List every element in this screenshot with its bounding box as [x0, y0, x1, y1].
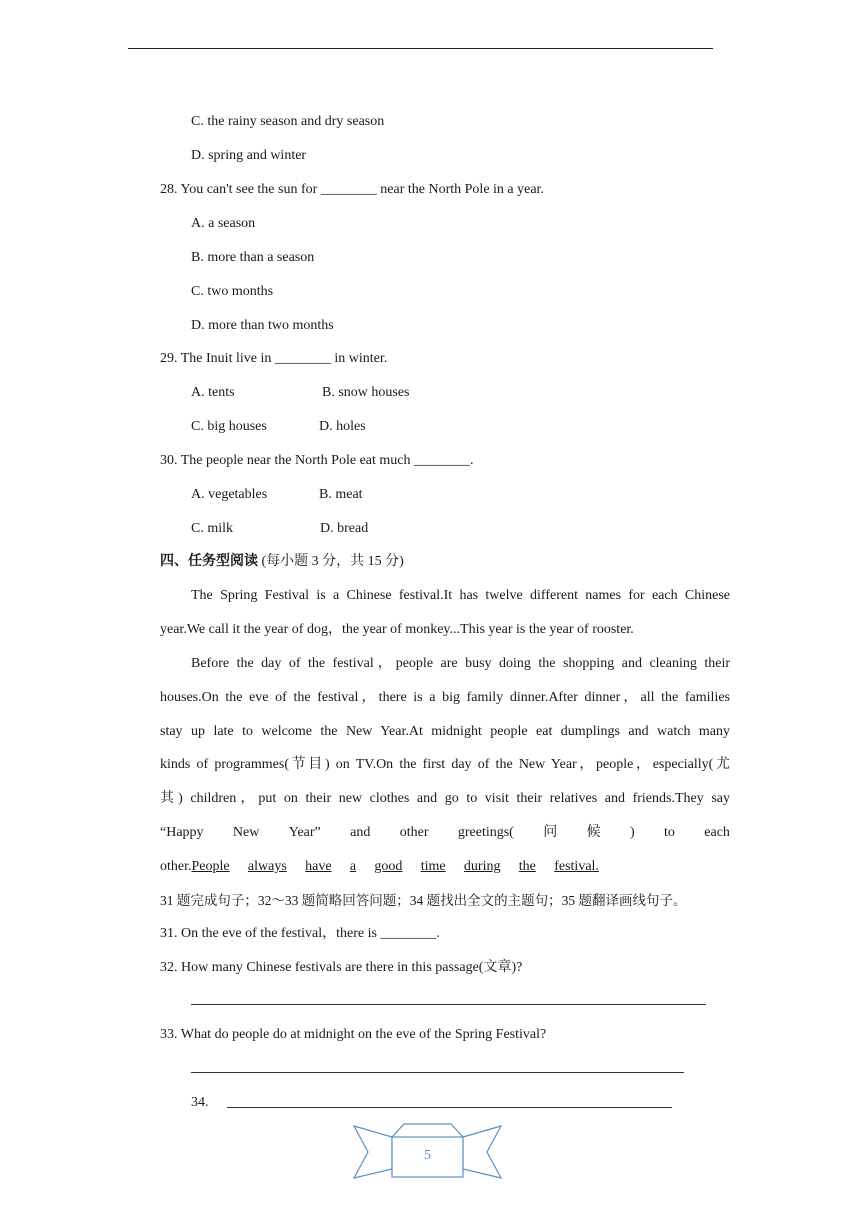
page-number-ribbon	[350, 1122, 505, 1180]
underlined-sentence	[192, 858, 600, 876]
passage-p1-line1: The Spring Festival is a Chinese festival.It has twelve different names for each Chinese	[191, 588, 730, 603]
line7-prefix: other.	[160, 859, 192, 874]
q32-stem: 32. How many Chinese festivals are there in this passage(文章)?	[160, 960, 523, 975]
u-word: the	[518, 859, 536, 874]
p6-word: “Happy	[160, 825, 204, 840]
q33-stem: 33. What do people do at midnight on the eve of the Spring Festival?	[160, 1027, 547, 1042]
q28-option-c: C. two months	[191, 284, 274, 299]
section4-heading	[160, 553, 404, 571]
q28-stem: 28. You can't see the sun for ________ near the North Pole in a year.	[160, 182, 544, 197]
q30-option-c: C. milk	[191, 521, 234, 536]
p6-word: to	[664, 825, 675, 840]
q27-option-c: C. the rainy season and dry season	[191, 114, 385, 129]
p6-word: other	[399, 825, 429, 840]
q30-stem: 30. The people near the North Pole eat much ________.	[160, 453, 474, 468]
u-word: have	[305, 859, 332, 874]
p6-word: 问	[543, 825, 558, 840]
p6-word: 候	[586, 825, 601, 840]
header-rule	[128, 48, 713, 49]
p6-word: greetings(	[457, 825, 514, 840]
p6-word: each	[704, 825, 730, 840]
section4-title: 四、任务型阅读	[160, 554, 258, 569]
p6-word: )	[629, 825, 635, 840]
q30-option-b: B. meat	[319, 487, 363, 502]
q30-option-d: D. bread	[320, 521, 369, 536]
u-word: time	[420, 859, 446, 874]
q30-option-a: A. vegetables	[191, 487, 268, 502]
p6-word: Year”	[288, 825, 321, 840]
q28-option-a: A. a season	[191, 216, 256, 231]
q27-option-d: D. spring and winter	[191, 148, 307, 163]
u-word: People	[191, 859, 230, 874]
task-instructions: 31 题完成句子；32～33 题简略回答问题；34 题找出全文的主题句；35 题翻译画线句子。	[160, 893, 687, 908]
q28-option-d: D. more than two months	[191, 318, 334, 333]
u-word: during	[463, 859, 501, 874]
p6-word: New	[232, 825, 260, 840]
q31-stem: 31. On the eve of the festival，there is ________.	[160, 926, 440, 941]
q29-option-b: B. snow houses	[322, 385, 410, 400]
q29-option-a: A. tents	[191, 385, 235, 400]
q34-label: 34.	[191, 1095, 209, 1110]
q29-option-c: C. big houses	[191, 419, 267, 434]
q28-option-b: B. more than a season	[191, 250, 315, 265]
p6-word: and	[350, 825, 371, 840]
q29-stem: 29. The Inuit live in ________ in winter.	[160, 351, 388, 366]
q33-answer-line[interactable]	[191, 1072, 684, 1073]
u-word: always	[247, 859, 287, 874]
q29-option-d: D. holes	[319, 419, 366, 434]
passage-p2-line1: Before the day of the festival，people are busy doing the shopping and cleaning their	[191, 656, 730, 671]
passage-p2-line3: stay up late to welcome the New Year.At midnight people eat dumplings and watch many	[160, 724, 730, 739]
passage-p1-line2: year.We call it the year of dog，the year of monkey...This year is the year of rooster.	[160, 622, 634, 637]
passage-p2-line7	[160, 858, 599, 876]
passage-p2-line5: 其) children，put on their new clothes and go to visit their relatives and friends.They say	[160, 791, 730, 806]
u-word: a	[349, 859, 357, 874]
q34-answer-line[interactable]	[227, 1107, 672, 1108]
q32-answer-line[interactable]	[191, 1004, 706, 1005]
u-word: good	[374, 859, 403, 874]
passage-p2-line6	[160, 824, 730, 842]
u-word: festival.	[554, 859, 599, 874]
section4-note: (每小题 3 分，共 15 分)	[261, 554, 404, 569]
passage-p2-line2: houses.On the eve of the festival，there is a big family dinner.After dinner，all the families	[160, 690, 730, 705]
passage-p2-line4: kinds of programmes(节目) on TV.On the first day of the New Year，people，especially(尤	[160, 757, 730, 772]
page-number: 5	[424, 1148, 431, 1163]
